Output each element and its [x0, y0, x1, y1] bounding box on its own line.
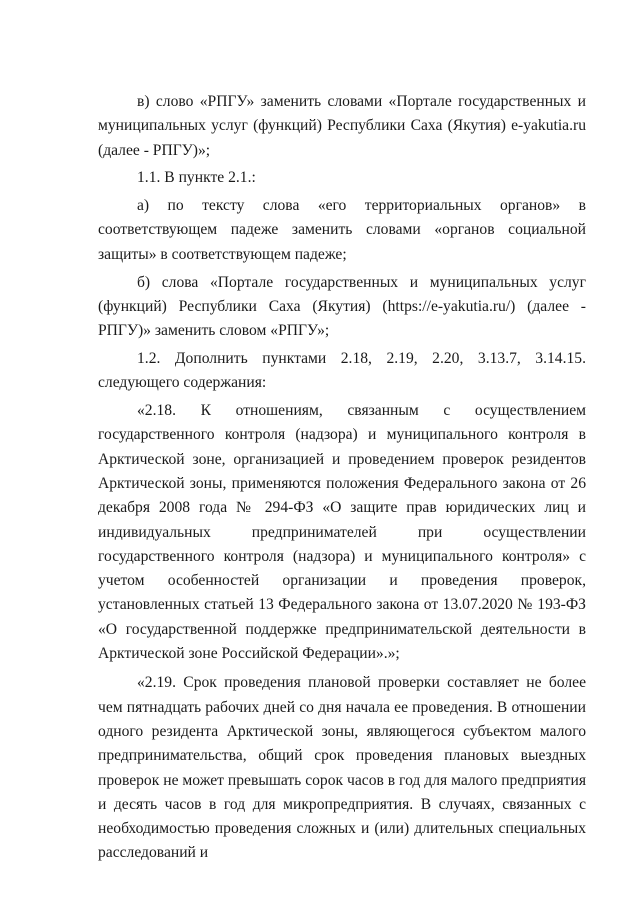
paragraph-item-a: а) по тексту слова «его территориальных органов» в соответствующем падеже заменить словами «органов социальной защиты» в соответствующем падеже;	[98, 197, 586, 263]
paragraph-item-b: б) слова «Портале государственных и муниципальных услуг (функций) Республики Саха (Якутия) (https://e-yakutia.ru/) (далее - РПГУ)» заменить словом «РПГУ»;	[98, 273, 586, 340]
paragraph-clause-2-19: «2.19. Срок проведения плановой проверки составляет не более чем пятнадцать рабочих дней со дня начала ее проведения. В отношении одного резидента Арктической зоны, являющегося субъектом малого предпринимательства, общий срок проведения плановых выездных проверок не может превышать сорок часов в год для малого предприятия и десять часов в год для микропредприятия. В случаях, связанных с необходимостью проведения сложных и (или) длительных специальных расследований и	[98, 674, 586, 862]
document-body	[98, 90, 586, 866]
paragraph-clause-2-18: «2.18. К отношениям, связанным с осуществлением государственного контроля (надзора) и муниципального контроля в Арктической зоне, организацией и проведением проверок резидентов Арктической зоны, применяются положения Федерального закона от 26 декабря 2008 года № 294-ФЗ «О защите прав юридических лиц и индивидуальных предпринимателей при осуществлении государственного контроля (надзора) и муниципального контроля» с учетом особенностей организации и проведения проверок, установленных статьей 13 Федерального закона от 13.07.2020 № 193-ФЗ «О государственной поддержке предпринимательской деятельности в Арктической зоне Российской Федерации».»;	[98, 402, 586, 663]
paragraph-item-v: в) слово «РПГУ» заменить словами «Портале государственных и муниципальных услуг (функций) Республики Саха (Якутия) e-yakutia.ru (далее - РПГУ)»;	[98, 93, 586, 159]
paragraph-clause-1-1: 1.1. В пункте 2.1.:	[137, 169, 256, 187]
paragraph-clause-1-2: 1.2. Дополнить пунктами 2.18, 2.19, 2.20, 3.13.7, 3.14.15. следующего содержания:	[98, 349, 586, 392]
